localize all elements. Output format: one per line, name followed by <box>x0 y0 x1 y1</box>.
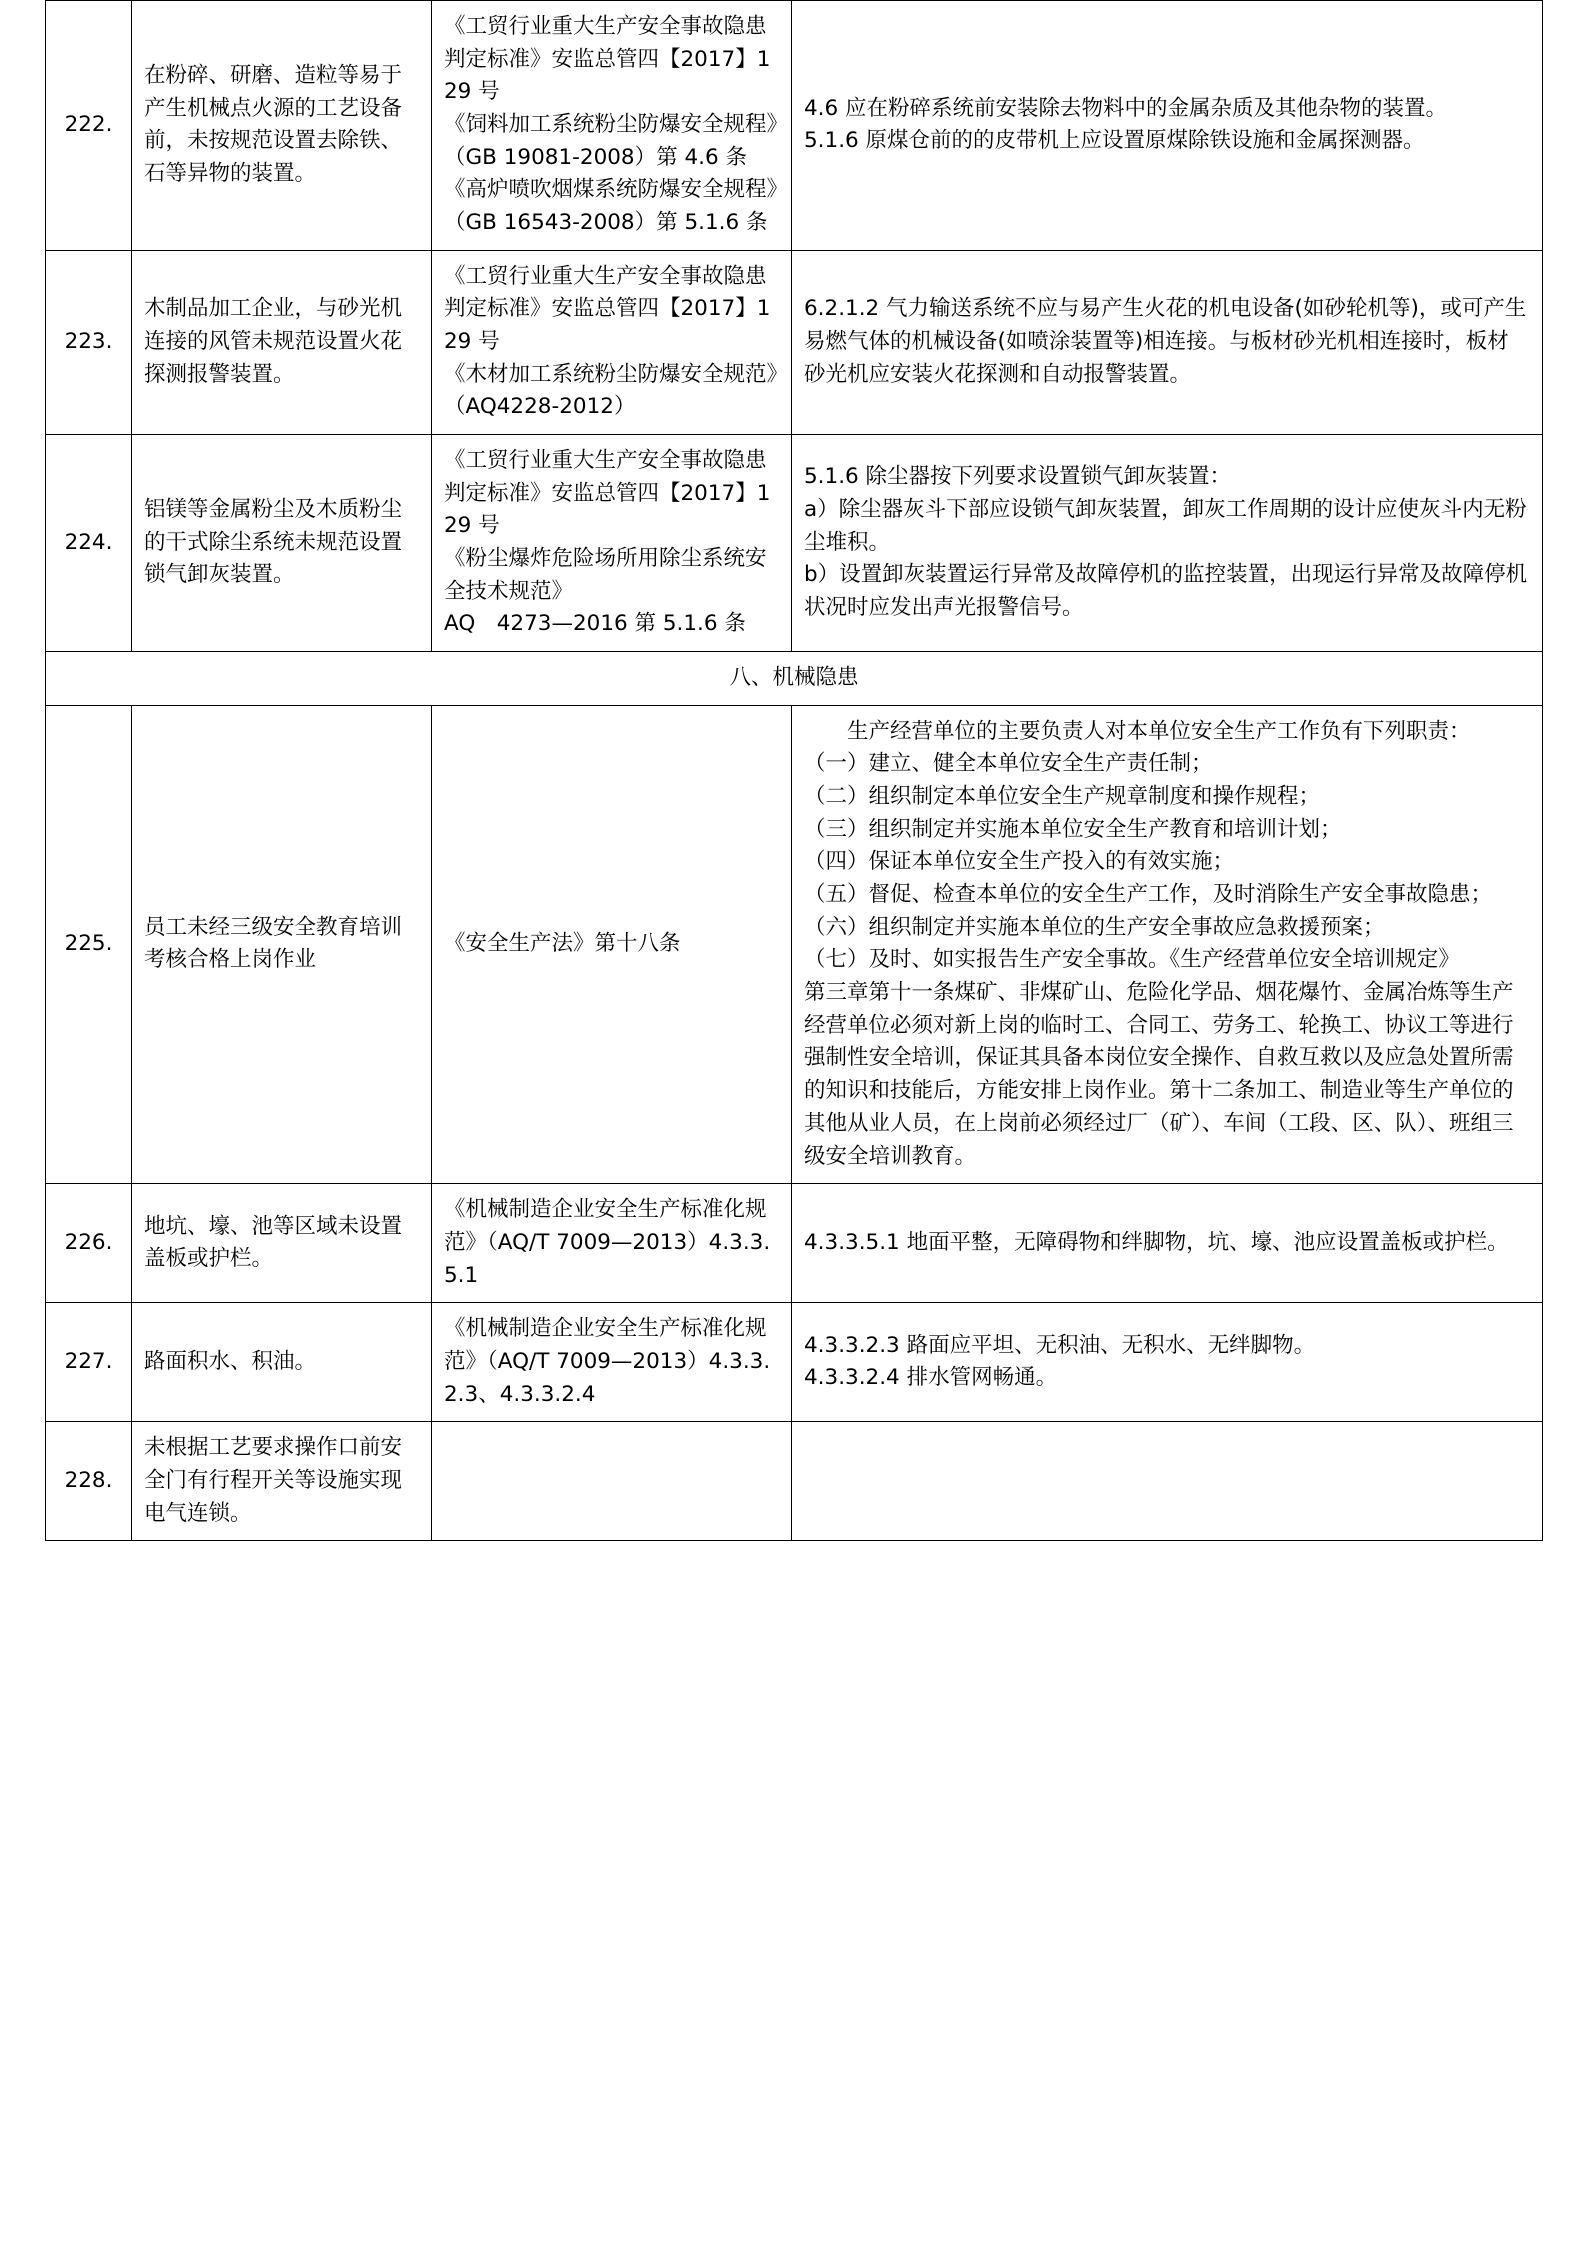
detail-line: 4.6 应在粉碎系统前安装除去物料中的金属杂质及其他杂物的装置。 <box>804 95 1448 121</box>
row-number: 226. <box>46 1184 132 1303</box>
hazard-description: 在粉碎、研磨、造粒等易于产生机械点火源的工艺设备前，未按规范设置去除铁、石等异物的装置。 <box>132 1 432 251</box>
hazard-table <box>45 0 1579 1541</box>
hazard-description: 木制品加工企业，与砂光机连接的风管未规范设置火花探测报警装置。 <box>132 250 432 434</box>
table-row <box>46 1 1543 251</box>
reference-line: 《机械制造企业安全生产标准化规范》（AQ/T 7009—2013）4.3.3.5.1 <box>444 1197 771 1288</box>
detail-line: 5.1.6 除尘器按下列要求设置锁气卸灰装置： <box>804 464 1232 490</box>
hazard-detail <box>792 250 1543 434</box>
reference-line: 《机械制造企业安全生产标准化规范》（AQ/T 7009—2013）4.3.3.2.3、4.3.3.2.4 <box>444 1316 771 1407</box>
reference-line: 《木材加工系统粉尘防爆安全规范》（AQ4228-2012） <box>444 361 778 420</box>
hazard-description: 未根据工艺要求操作口前安全门有行程开关等设施实现电气连锁。 <box>132 1422 432 1541</box>
row-number: 222. <box>46 1 132 251</box>
section-header-row <box>46 652 1543 706</box>
hazard-reference <box>432 1303 792 1422</box>
hazard-reference <box>432 1184 792 1303</box>
row-number: 227. <box>46 1303 132 1422</box>
hazard-reference <box>432 435 792 652</box>
detail-line: 4.3.3.2.3 路面应平坦、无积油、无积水、无绊脚物。 <box>804 1332 1316 1358</box>
hazard-detail <box>792 1184 1543 1303</box>
hazard-detail <box>792 705 1579 1183</box>
detail-line: （三）组织制定并实施本单位安全生产教育和培训计划； <box>804 816 1342 842</box>
reference-line: 《工贸行业重大生产安全事故隐患判定标准》安监总管四【2017】129 号 <box>444 263 771 355</box>
detail-line: （一）建立、健全本单位安全生产责任制； <box>804 751 1213 777</box>
row-number: 228. <box>46 1422 132 1541</box>
reference-line: 《粉尘爆炸危险场所用除尘系统安全技术规范》 <box>444 546 767 604</box>
hazard-reference <box>432 1 792 251</box>
detail-line: （五）督促、检查本单位的安全生产工作，及时消除生产安全事故隐患； <box>804 882 1493 908</box>
hazard-description: 地坑、壕、池等区域未设置盖板或护栏。 <box>132 1184 432 1303</box>
hazard-reference <box>432 250 792 434</box>
hazard-detail <box>792 435 1543 652</box>
table-row <box>46 435 1543 652</box>
detail-line: a）除尘器灰斗下部应设锁气卸灰装置，卸灰工作周期的设计应使灰斗内无粉尘堆积。 <box>804 497 1527 555</box>
hazard-reference <box>432 1422 792 1541</box>
reference-line: 《工贸行业重大生产安全事故隐患判定标准》安监总管四【2017】129 号 <box>444 14 771 105</box>
detail-line: 生产经营单位的主要负责人对本单位安全生产工作负有下列职责： <box>804 718 1471 744</box>
table-row <box>46 705 1543 1183</box>
hazard-detail <box>792 1 1543 251</box>
detail-line: 4.3.3.2.4 排水管网畅通。 <box>804 1365 1058 1391</box>
hazard-description: 路面积水、积油。 <box>132 1303 432 1422</box>
reference-line: 《饲料加工系统粉尘防爆安全规程》（GB 19081-2008）第 4.6 条 <box>444 112 778 170</box>
detail-line: 4.3.3.5.1 地面平整，无障碍物和绊脚物，坑、壕、池应设置盖板或护栏。 <box>804 1229 1509 1255</box>
detail-line: b）设置卸灰装置运行异常及故障停机的监控装置，出现运行异常及故障停机状况时应发出声光报警信号。 <box>804 562 1528 621</box>
hazard-detail <box>792 1422 1543 1541</box>
row-number: 223. <box>46 250 132 434</box>
detail-line: （四）保证本单位安全生产投入的有效实施； <box>804 849 1235 875</box>
detail-line: （七）及时、如实报告生产安全事故。《生产经营单位安全培训规定》 第三章第十一条煤矿、非煤矿山、危险化学品、烟花爆竹、金属冶炼等生产经营单位必须对新上岗的临时工、合同工、劳务工、轮换工、协议工等进行强制性安全培训，保证其具备本岗位安全操作、自救互救以及应急处置所需的知识和技能后，方能安排上岗作业。第十二条加工、制造业等生产单位的其他从业人员，在上岗前必须经过厂（矿）、车间（工段、区、队）、班组三级安全培训教育。 <box>804 947 1579 1169</box>
table-row <box>46 1303 1543 1422</box>
reference-line: 《高炉喷吹烟煤系统防爆安全规程》（GB 16543-2008）第 5.1.6 条 <box>444 177 778 236</box>
detail-line: 5.1.6 原煤仓前的的皮带机上应设置原煤除铁设施和金属探测器。 <box>804 128 1425 154</box>
hazard-description: 铝镁等金属粉尘及木质粉尘的干式除尘系统未规范设置锁气卸灰装置。 <box>132 435 432 652</box>
hazard-description: 员工未经三级安全教育培训考核合格上岗作业 <box>132 705 432 1183</box>
detail-line: 6.2.1.2 气力输送系统不应与易产生火花的机电设备(如砂轮机等)，或可产生易燃气体的机械设备(如喷涂装置等)相连接。与板材砂光机相连接时，板材砂光机应安装火花探测和自动报警装置。 <box>804 296 1527 387</box>
table-row <box>46 1422 1543 1541</box>
hazard-reference <box>432 705 792 1183</box>
reference-line: 《安全生产法》第十八条 <box>444 931 681 957</box>
section-title: 八、机械隐患 <box>46 652 1543 706</box>
hazard-detail <box>792 1303 1543 1422</box>
table-row <box>46 1184 1543 1303</box>
row-number: 225. <box>46 705 132 1183</box>
row-number: 224. <box>46 435 132 652</box>
detail-line: （二）组织制定本单位安全生产规章制度和操作规程； <box>804 784 1321 810</box>
table-row <box>46 250 1543 434</box>
reference-line: AQ 4273—2016 第 5.1.6 条 <box>444 611 746 637</box>
detail-line: （六）组织制定并实施本单位的生产安全事故应急救援预案； <box>804 914 1385 940</box>
reference-line: 《工贸行业重大生产安全事故隐患判定标准》安监总管四【2017】129 号 <box>444 448 771 539</box>
